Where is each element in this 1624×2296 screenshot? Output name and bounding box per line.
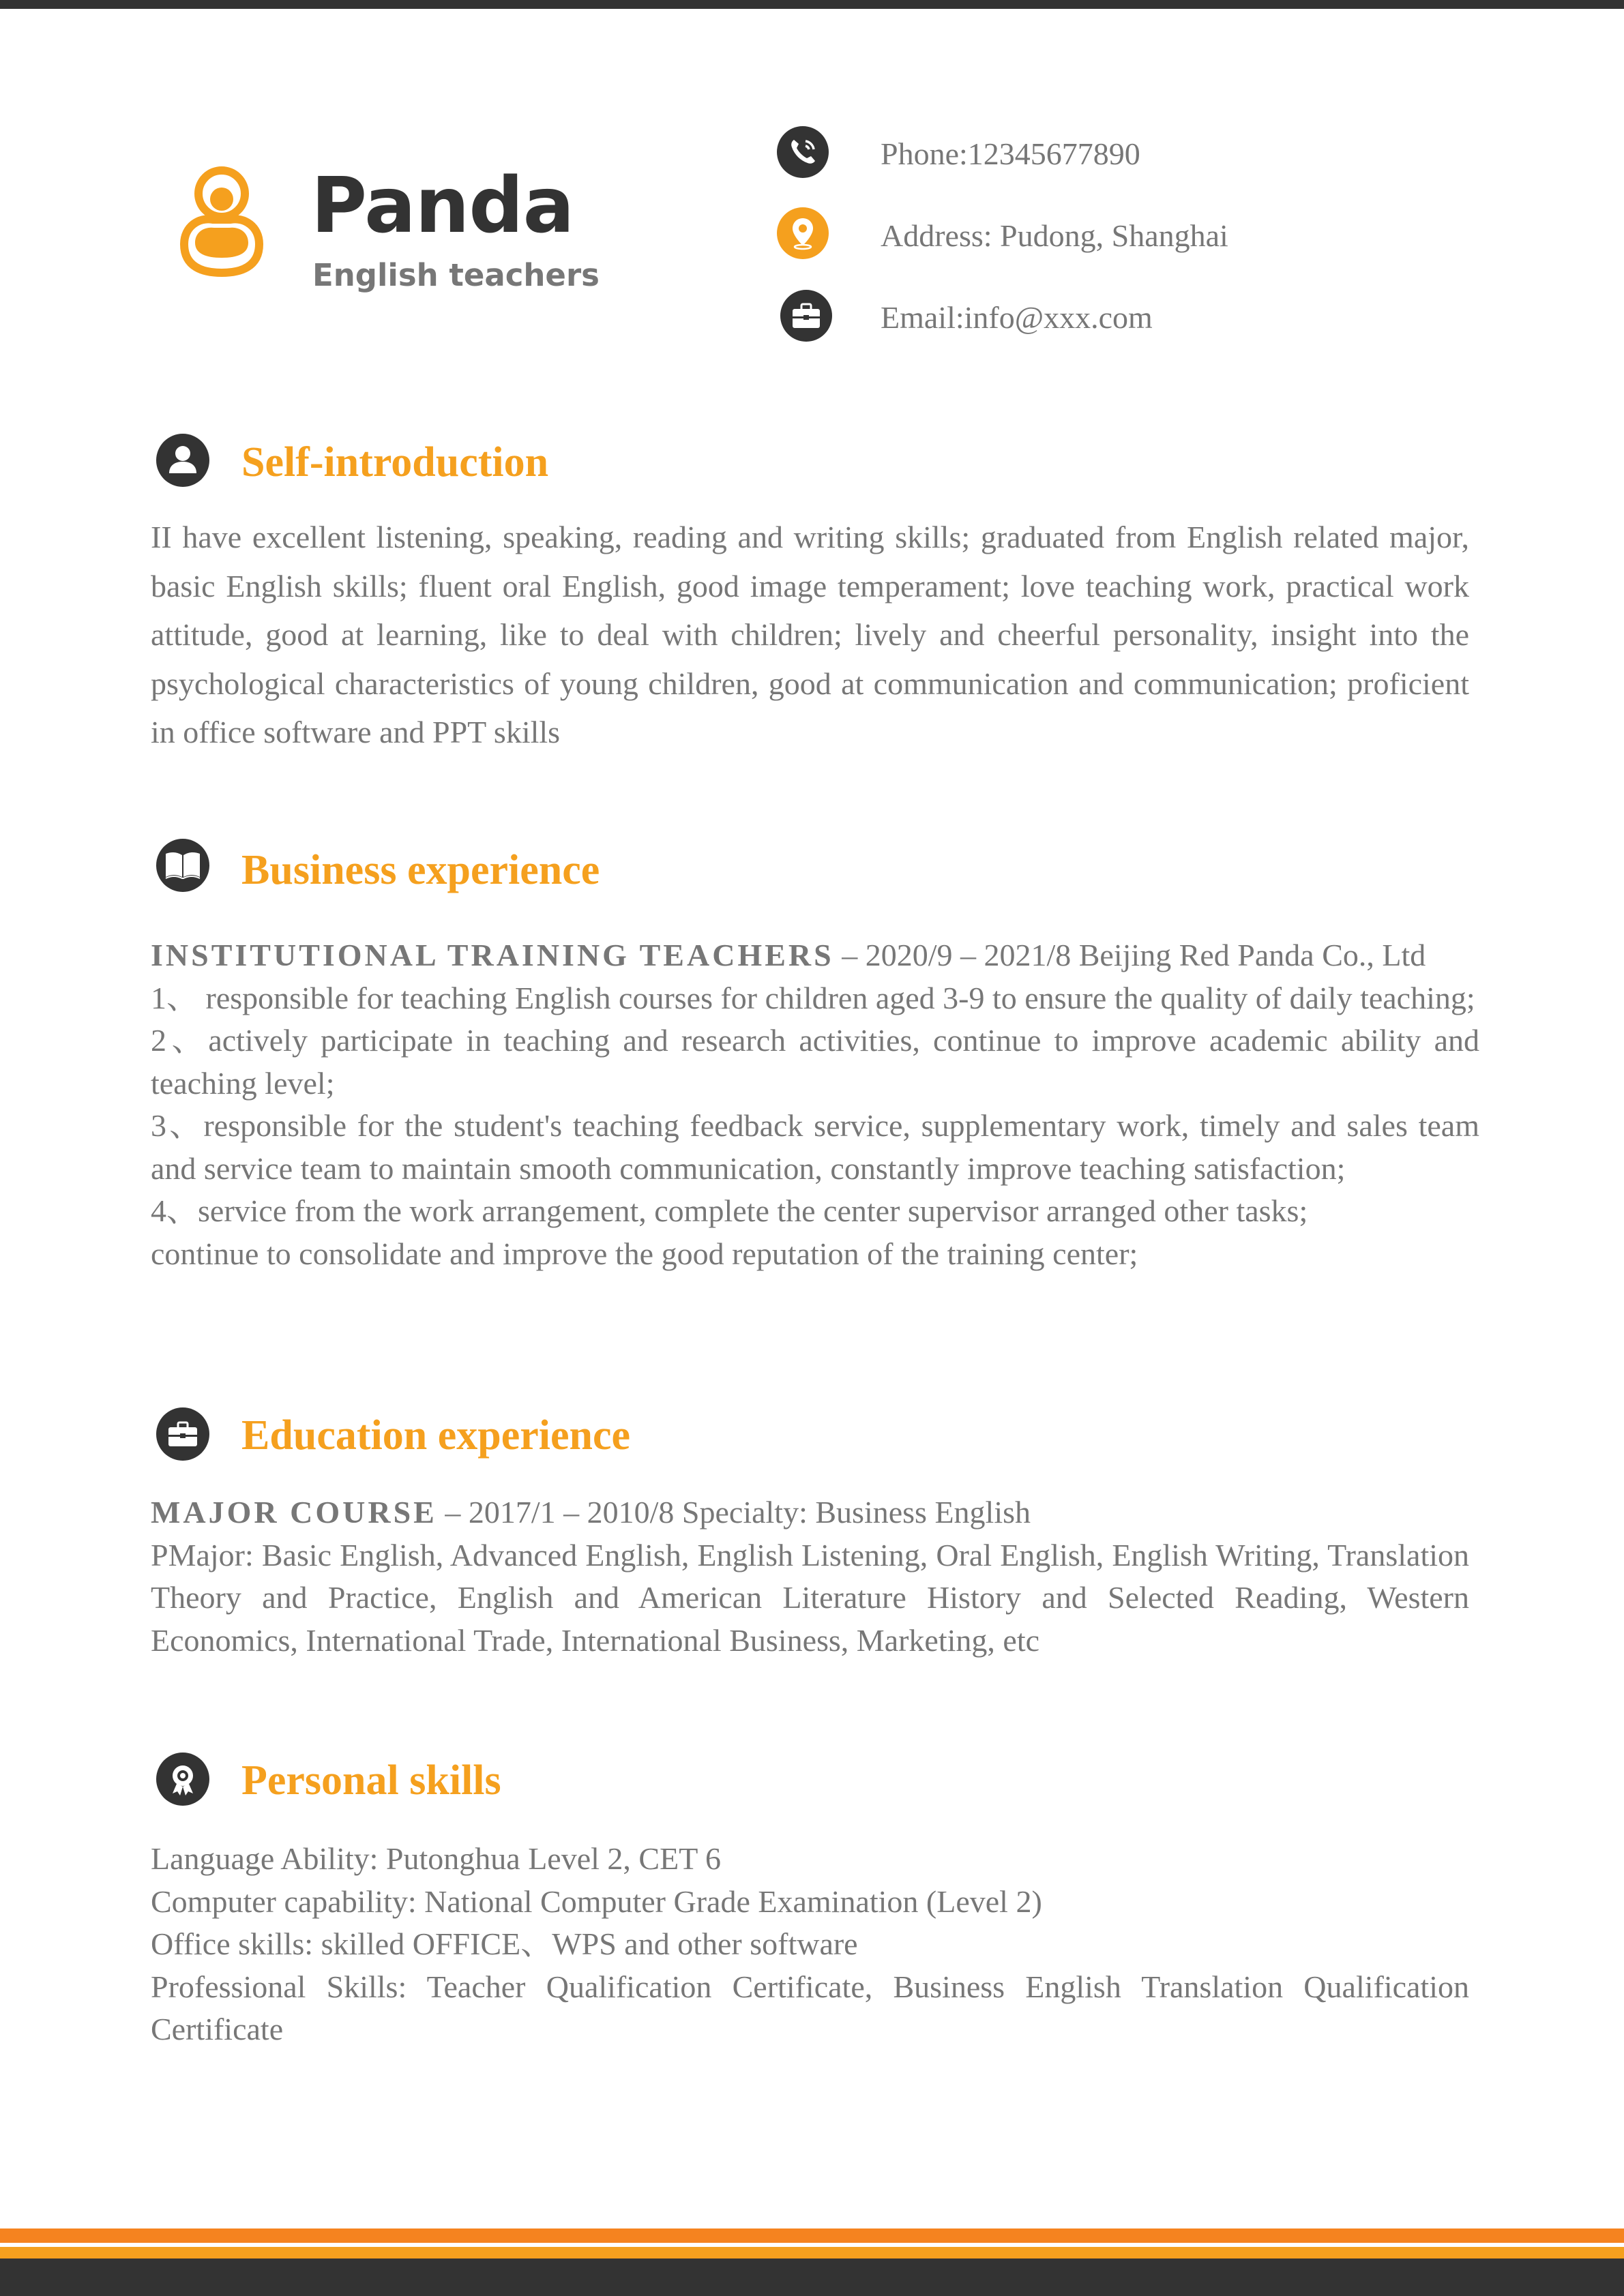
business-title: Business experience xyxy=(241,847,600,893)
person-icon xyxy=(155,432,211,488)
person-logo-icon xyxy=(172,164,271,281)
education-content xyxy=(151,1491,1469,1662)
list-item: Language Ability: Putonghua Level 2, CET 6 xyxy=(151,1841,721,1876)
top-bar xyxy=(0,0,1624,9)
award-icon xyxy=(155,1751,211,1807)
email-text: Email:info@xxx.com xyxy=(881,300,1153,335)
job-meta: – 2020/9 – 2021/8 Beijing Red Panda Co., Ltd xyxy=(833,938,1426,972)
job-title: INSTITUTIONAL TRAINING TEACHERS xyxy=(151,938,834,972)
job-header xyxy=(151,934,1479,977)
book-icon xyxy=(155,837,211,893)
list-item: 3、responsible for the student's teaching feedback service, supplementary work, timely and sales team and service team to maintain smooth communication, constantly improve teaching satisfaction; xyxy=(151,1108,1479,1186)
address-text: Address: Pudong, Shanghai xyxy=(881,218,1228,253)
skills-content xyxy=(151,1838,1469,2051)
footer-orange-stripe-2 xyxy=(0,2247,1624,2258)
self-intro-title: Self-introduction xyxy=(241,439,549,486)
candidate-role: English teachers xyxy=(312,257,600,293)
list-item: Office skills: skilled OFFICE、WPS and other software xyxy=(151,1926,858,1961)
list-item: 2、actively participate in teaching and research activities, continue to improve academic ability and teaching level; xyxy=(151,1023,1479,1101)
business-content xyxy=(151,934,1479,1275)
self-intro-text: II have excellent listening, speaking, reading and writing skills; graduated from English related major, basic English skills; fluent oral English, good image temperament; love teaching work, practical work attitude, good at learning, like to deal with children; lively and cheerful personality, insight into the psychological characteristics of young children, good at communication and communication; proficient in office software and PPT skills xyxy=(151,520,1469,749)
footer-dark-bar xyxy=(0,2258,1624,2296)
list-item: continue to consolidate and improve the good reputation of the training center; xyxy=(151,1236,1138,1271)
course-title: MAJOR COURSE xyxy=(151,1495,437,1530)
education-title: Education experience xyxy=(241,1412,630,1459)
list-item: 4、service from the work arrangement, complete the center supervisor arranged other tasks; xyxy=(151,1193,1308,1228)
candidate-name: Panda xyxy=(311,162,574,250)
list-item: Computer capability: National Computer Grade Examination (Level 2) xyxy=(151,1883,1042,1919)
phone-text: Phone:12345677890 xyxy=(881,136,1140,171)
phone-icon xyxy=(776,125,830,179)
skills-title: Personal skills xyxy=(241,1757,501,1804)
location-pin-icon xyxy=(776,206,830,260)
list-item: Professional Skills: Teacher Qualification Certificate, Business English Translation Qualification Certificate xyxy=(151,1969,1469,2046)
course-text: PMajor: Basic English, Advanced English, English Listening, Oral English, English Writing, Translation Theory and Practice, English and American Literature History and Selected Reading, Western Economics, International Trade, International Business, Marketing, etc xyxy=(151,1537,1469,1658)
course-header xyxy=(151,1491,1469,1534)
list-item: 1、 responsible for teaching English courses for children aged 3-9 to ensure the quality of daily teaching; xyxy=(151,980,1475,1015)
briefcase-icon xyxy=(779,288,833,343)
course-meta: – 2017/1 – 2010/8 Specialty: Business English xyxy=(437,1495,1031,1530)
briefcase-icon xyxy=(155,1406,211,1462)
footer-orange-stripe xyxy=(0,2228,1624,2243)
